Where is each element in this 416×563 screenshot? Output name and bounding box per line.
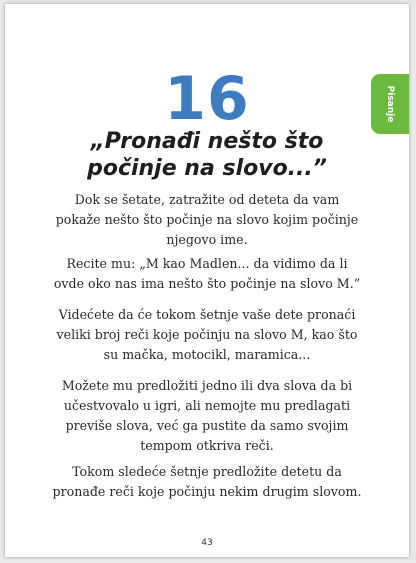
page-number: 43: [201, 538, 213, 548]
paragraph-line: Videćete da će tokom šetnje vaše dete pronaći: [58, 307, 356, 322]
paragraph-line: su mačka, motocikl, maramica...: [103, 347, 311, 362]
activity-title-line-2: počinje na slovo...”: [87, 156, 327, 181]
paragraph-line: pronađe reči koje počinju nekim drugim slovom.: [52, 484, 362, 499]
paragraph-line: veliki broj reči koje počinju na slovo M, kao što: [56, 327, 358, 342]
paragraph-5: [49, 462, 365, 502]
paragraph-1: [49, 190, 365, 250]
paragraph-line: učestvovalo u igri, ali nemojte mu predlagati: [63, 398, 351, 413]
activity-title: [45, 128, 369, 182]
activity-number: 16: [164, 64, 250, 134]
paragraph-line: njegovo ime.: [166, 232, 248, 247]
paragraph-3: [49, 305, 365, 365]
paragraph-line: previše slova, već ga pustite da samo svojim: [65, 418, 349, 433]
paragraph-line: Tokom sledeće šetnje predložite detetu da: [72, 464, 342, 479]
paragraph-4: [49, 376, 365, 456]
paragraph-line: Recite mu: „M kao Madlen... da vidimo da li: [66, 256, 348, 271]
activity-title-line-1: „Pronađi nešto što: [90, 129, 324, 154]
paragraph-line: Možete mu predložiti jedno ili dva slova da bi: [61, 378, 353, 393]
paragraph-line: Dok se šetate, zatražite od deteta da vam: [74, 192, 340, 207]
book-page: [5, 4, 409, 557]
paragraph-line: ovde oko nas ima nešto što počinje na slovo M.”: [53, 276, 361, 291]
paragraph-line: tempom otkriva reči.: [140, 438, 274, 453]
paragraph-2: [49, 254, 365, 294]
paragraph-line: pokaže nešto što počinje na slovo kojim počinje: [55, 212, 359, 227]
section-tab-label: Pisanje: [385, 85, 395, 123]
